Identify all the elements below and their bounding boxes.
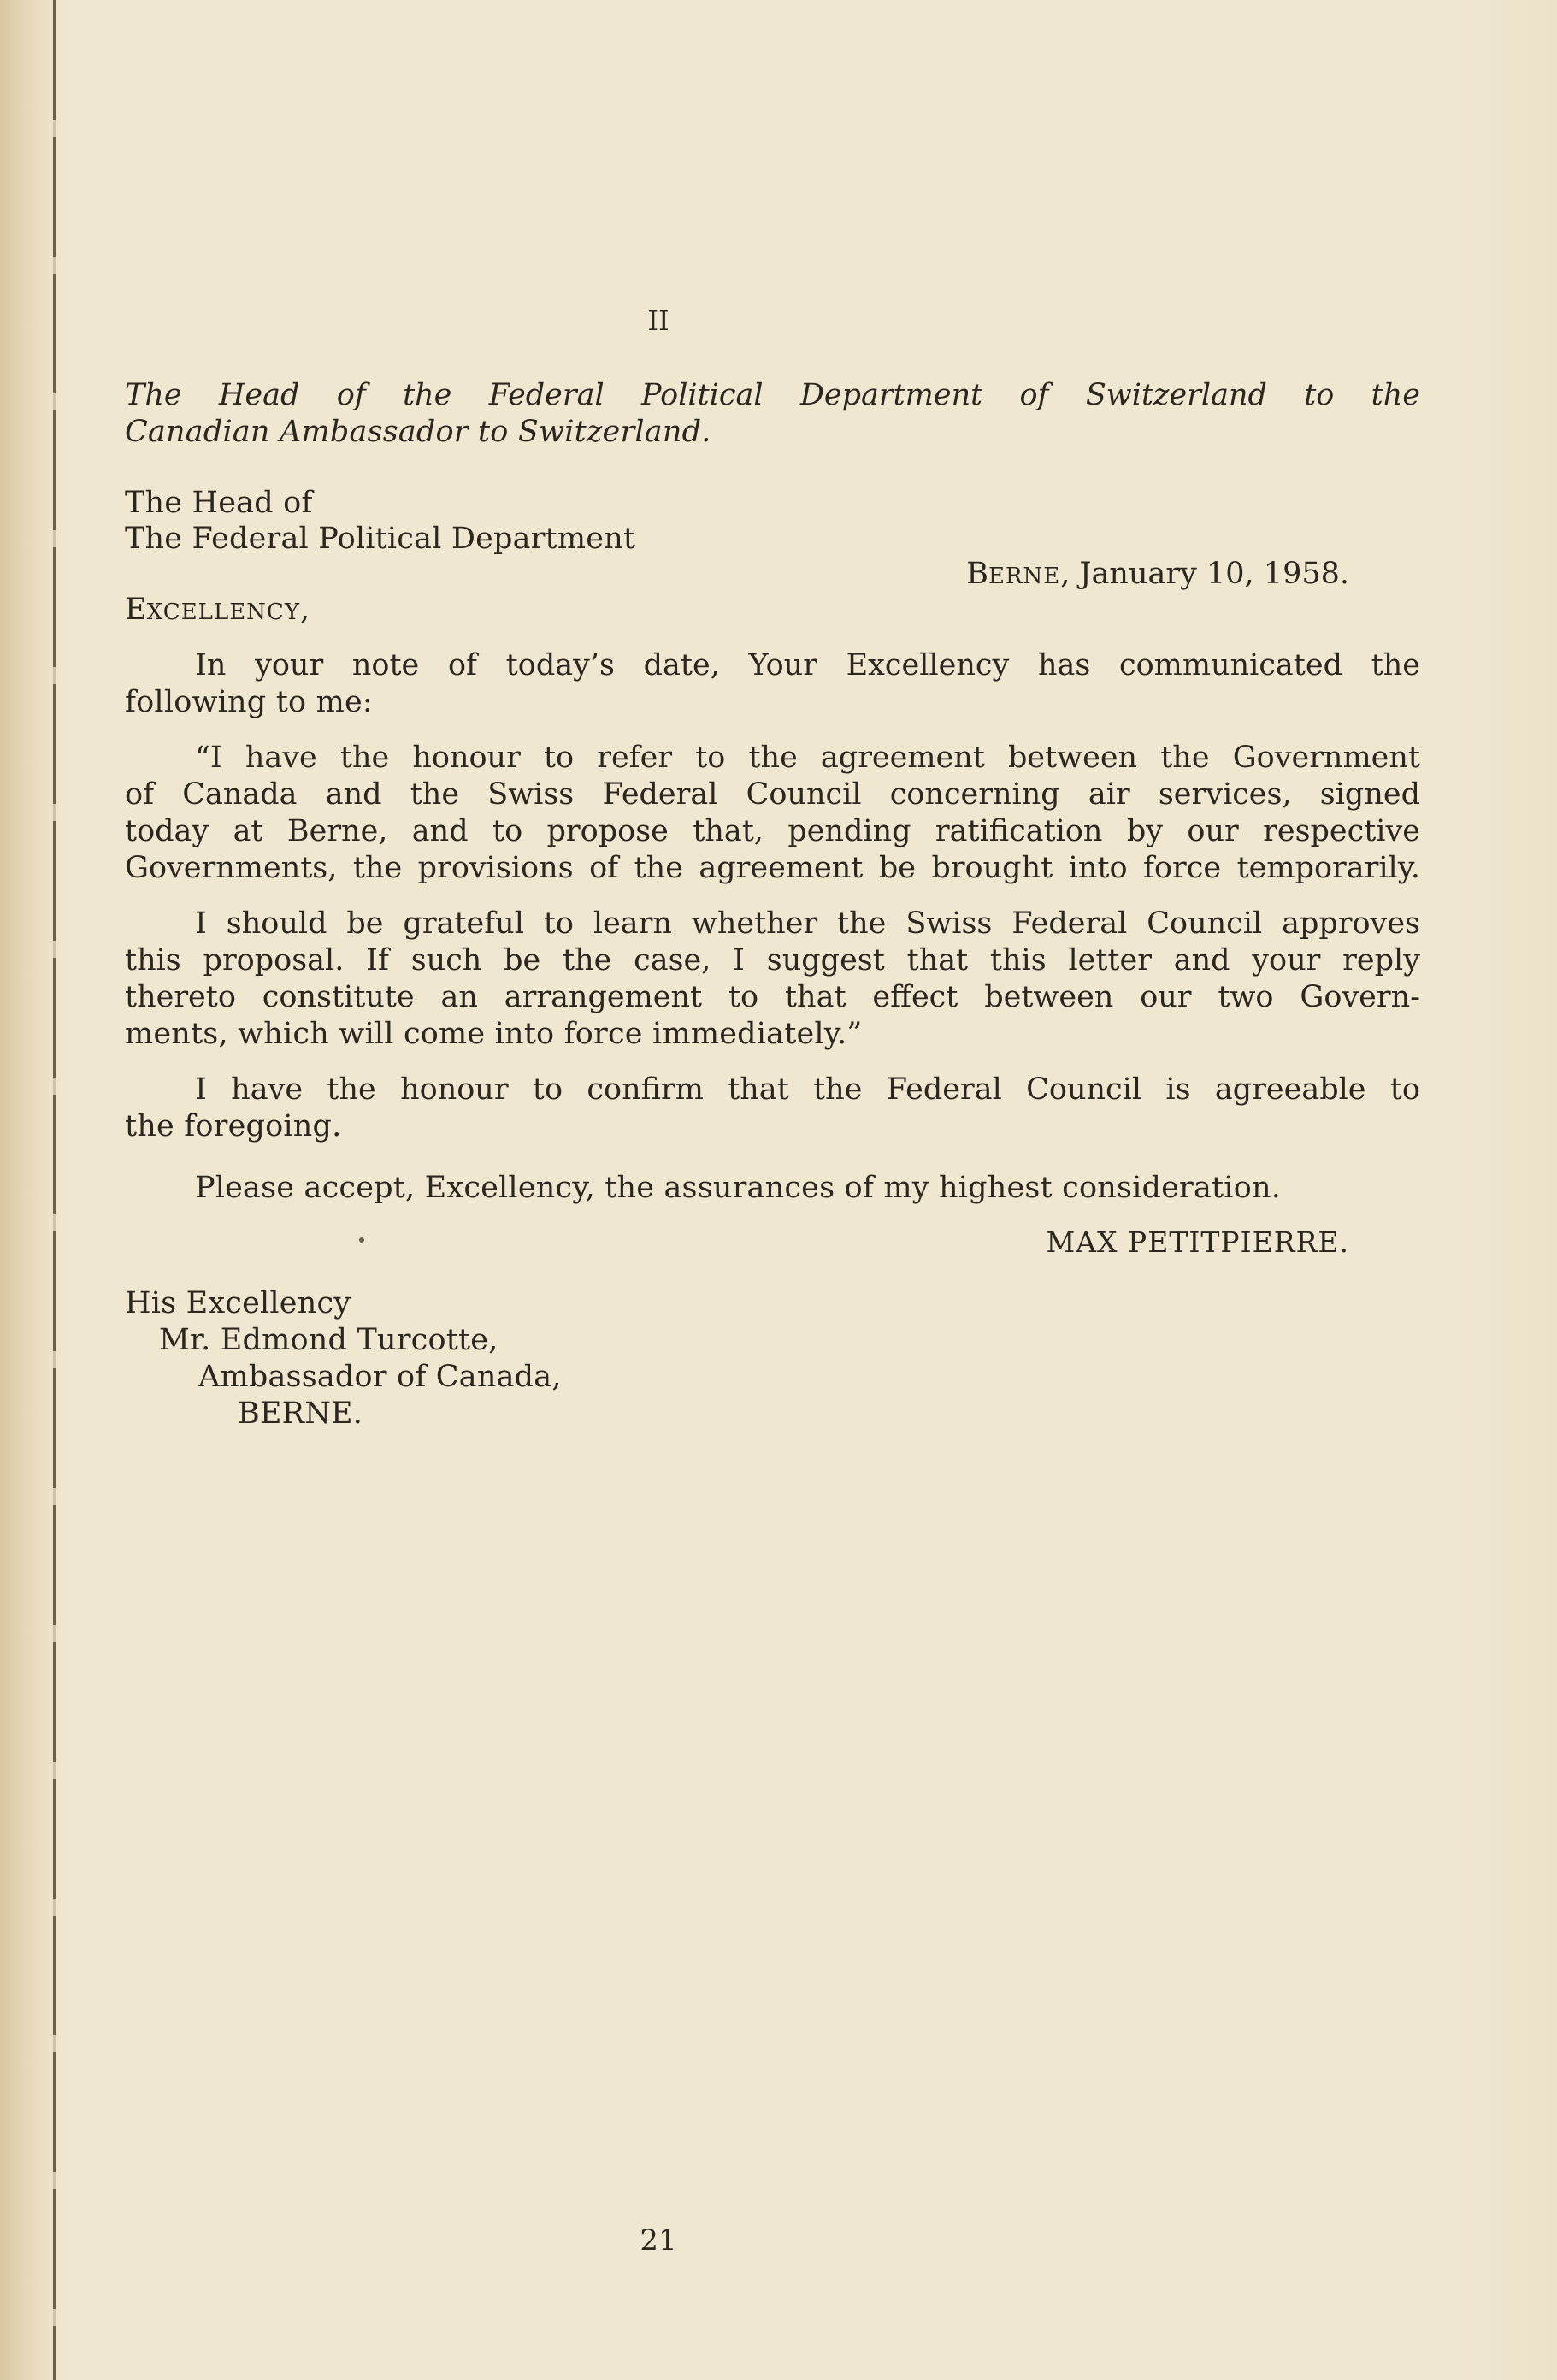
sender-line-2: The Federal Political Department bbox=[125, 522, 636, 556]
letter-content bbox=[125, 0, 1420, 2380]
salutation bbox=[125, 592, 310, 631]
page-binding-edge bbox=[53, 0, 56, 2380]
signature-line: MAX PETITPIERRE. bbox=[1046, 1225, 1349, 1259]
salutation-capital: E bbox=[125, 593, 147, 627]
addressee-line-4: BERNE. bbox=[238, 1397, 363, 1431]
addressee-line-3: Ambassador of Canada, bbox=[198, 1360, 562, 1394]
paragraph-3-line-1: I should be grateful to learn whether the Swiss Federal Council approves bbox=[195, 907, 1420, 941]
paragraph-2-line-1: “I have the honour to refer to the agreement between the Government bbox=[195, 741, 1420, 775]
paragraph-3-line-4: ments, which will come into force immediately.” bbox=[125, 1017, 863, 1051]
paragraph-3-line-2: this proposal. If such be the case, I suggest that this letter and your reply bbox=[125, 943, 1420, 977]
closing-line: Please accept, Excellency, the assurances of my highest consideration. bbox=[195, 1171, 1282, 1205]
paragraph-4-line-1: I have the honour to confirm that the Federal Council is agreeable to bbox=[195, 1072, 1420, 1107]
salutation-small-caps: XCELLENCY bbox=[146, 599, 300, 625]
date-line bbox=[812, 556, 1349, 595]
heading-line-1: The Head of the Federal Political Department of Switzerland to the bbox=[125, 378, 1420, 412]
page-number: 21 bbox=[640, 2223, 677, 2258]
paragraph-3-line-3: thereto constitute an arrangement to that effect between our two Govern- bbox=[125, 980, 1420, 1014]
paragraph-4-line-2: the foregoing. bbox=[125, 1109, 342, 1143]
date-place-capital: B bbox=[966, 557, 988, 591]
paragraph-1-line-2: following to me: bbox=[125, 685, 373, 719]
section-number: II bbox=[647, 304, 669, 337]
sender-line-1: The Head of bbox=[125, 486, 313, 520]
salutation-punctuation: , bbox=[300, 593, 310, 627]
paragraph-1-line-1: In your note of today’s date, Your Excellency has communicated the bbox=[195, 648, 1420, 682]
paragraph-2-line-2: of Canada and the Swiss Federal Council concerning air services, signed bbox=[125, 777, 1420, 812]
date-place-small-caps: ERNE bbox=[988, 564, 1061, 589]
addressee-line-1: His Excellency bbox=[125, 1286, 351, 1320]
paragraph-2-line-4: Governments, the provisions of the agreement be brought into force temporarily. bbox=[125, 851, 1420, 885]
addressee-line-2: Mr. Edmond Turcotte, bbox=[159, 1323, 498, 1357]
date-text: , January 10, 1958. bbox=[1060, 557, 1349, 591]
ink-dot-mark bbox=[359, 1237, 364, 1243]
page-binding-shadow bbox=[0, 0, 60, 2380]
paragraph-2-line-3: today at Berne, and to propose that, pending ratification by our respective bbox=[125, 814, 1420, 848]
heading-line-2: Canadian Ambassador to Switzerland. bbox=[125, 415, 711, 449]
